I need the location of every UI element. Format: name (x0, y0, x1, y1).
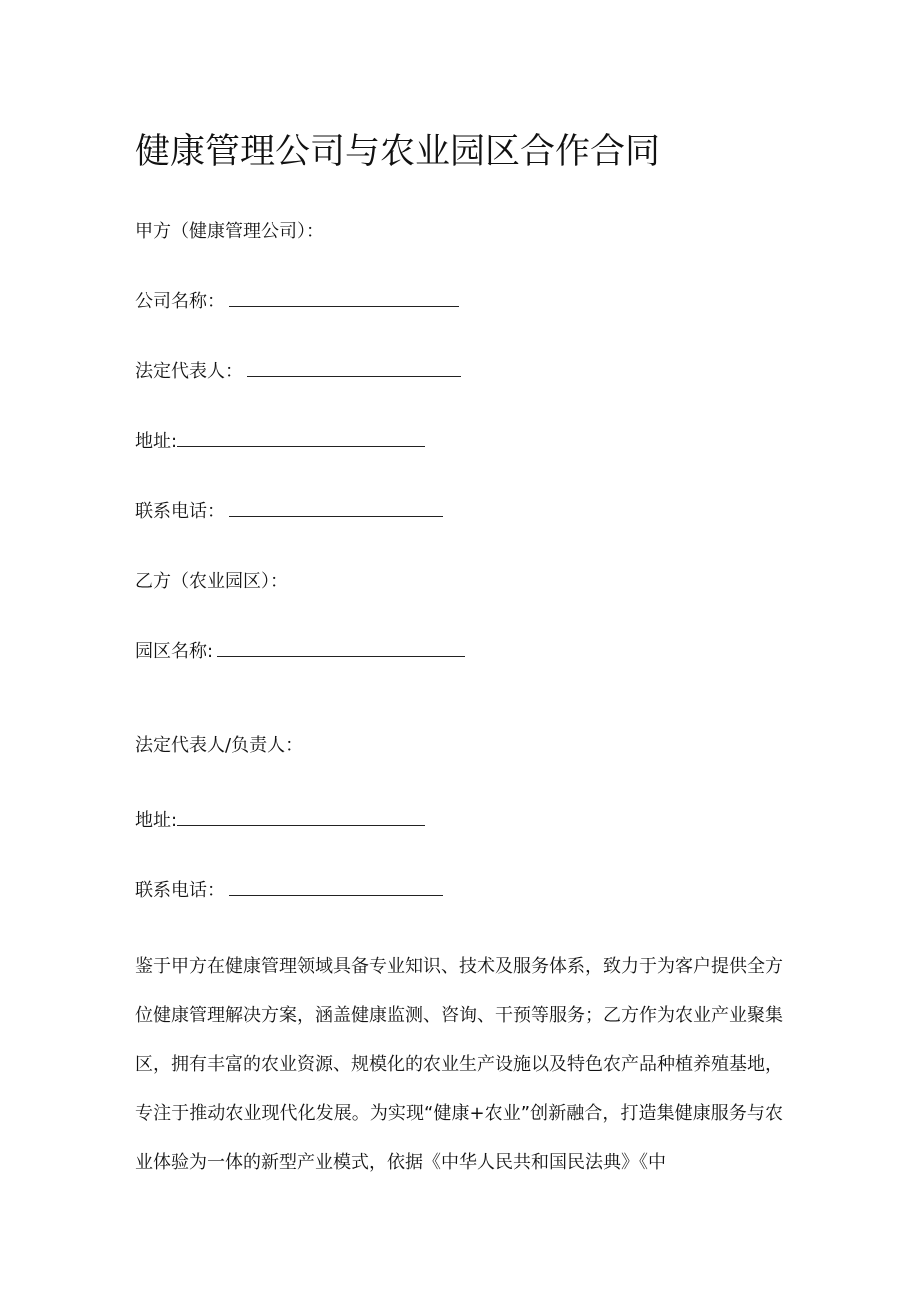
party-b-address-field[interactable] (177, 809, 425, 826)
party-a-legal-rep-row (135, 360, 461, 384)
party-b-phone-label: 联系电话： (135, 880, 225, 901)
party-a-address-field[interactable] (177, 430, 425, 447)
party-a-phone-label: 联系电话： (135, 501, 225, 522)
party-a-legal-rep-label: 法定代表人： (135, 361, 243, 382)
party-a-heading: 甲方（健康管理公司）： (135, 221, 324, 242)
party-a-address-row (135, 430, 425, 454)
party-b-park-name-field[interactable] (217, 640, 465, 657)
party-a-address-label: 地址: (135, 431, 178, 452)
party-b-legal-rep-label: 法定代表人/负责人： (135, 735, 304, 756)
party-a-company-name-label: 公司名称： (135, 291, 225, 312)
party-a-legal-rep-field[interactable] (247, 360, 461, 377)
document-title: 健康管理公司与农业园区合作合同 (135, 132, 661, 172)
party-a-phone-row (135, 500, 443, 524)
party-b-park-name-row (135, 640, 465, 664)
party-b-address-label: 地址: (135, 810, 178, 831)
party-b-heading: 乙方（农业园区）： (135, 571, 288, 592)
party-b-park-name-label: 园区名称: (135, 641, 214, 662)
party-a-company-name-field[interactable] (229, 290, 459, 307)
party-b-address-row (135, 809, 425, 833)
party-b-phone-row (135, 879, 443, 903)
party-a-company-name-row (135, 290, 459, 314)
party-b-phone-field[interactable] (229, 879, 443, 896)
party-a-phone-field[interactable] (229, 500, 443, 517)
preamble-paragraph: 鉴于甲方在健康管理领域具备专业知识、技术及服务体系，致力于为客户提供全方位健康管理解决方案，涵盖健康监测、咨询、干预等服务；乙方作为农业产业聚集区，拥有丰富的农业资源、规模化的农业生产设施以及特色农产品种植养殖基地，专注于推动农业现代化发展。为实现“健康+农业”创新融合，打造集健康服务与农业体验为一体的新型产业模式，依据《中华人民共和国民法典》《中 (135, 956, 783, 1173)
